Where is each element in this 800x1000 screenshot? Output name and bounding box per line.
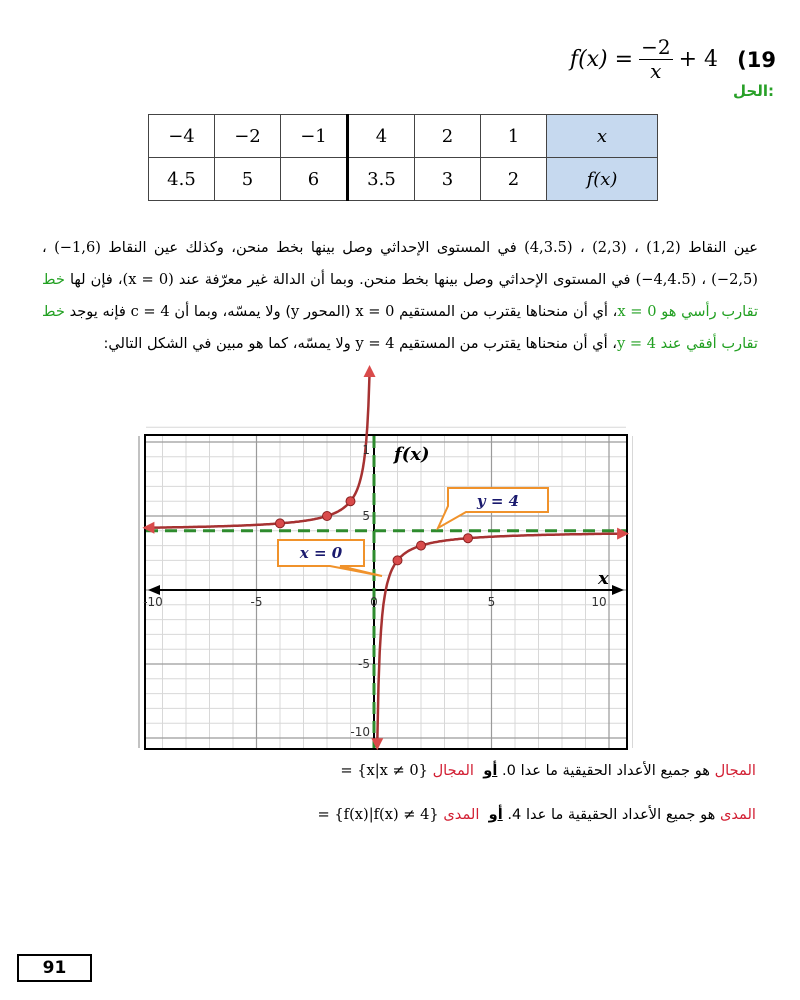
plotted-point bbox=[393, 556, 402, 565]
table-row-fx bbox=[149, 158, 658, 201]
y-tick-label: 1 bbox=[362, 443, 370, 457]
y-axis-label: f(x) bbox=[394, 444, 430, 465]
page-number: 91 bbox=[17, 954, 92, 982]
plotted-point bbox=[346, 497, 355, 506]
domain-set-notation: = {x|x ≠ 0} bbox=[340, 762, 428, 779]
x-tick-label: 0 bbox=[370, 595, 378, 609]
point-label: (4,3.5) bbox=[524, 238, 573, 256]
point-label: (1,2) bbox=[646, 238, 681, 256]
table-cell: 4.5 bbox=[149, 158, 215, 201]
curve-left-branch bbox=[148, 375, 369, 528]
plotted-point bbox=[276, 519, 285, 528]
x-tick-label: 5 bbox=[487, 595, 496, 609]
x-tick-label: 10 bbox=[591, 595, 607, 609]
table-cell: 5 bbox=[215, 158, 281, 201]
point-label: (−2,5) bbox=[711, 270, 758, 288]
explanation-paragraph: عين النقاط (1,2) ، (2,3) ، (4,3.5) في المستوى الإحداثي وصل بينها بخط منحن، وكذلك عين النقاط (−1,6) ، (−2,5) ، (−4,4.5) في المستوى الإحداثي وصل بينها بخط منحن. وبما أن الدالة غير معرّفة عند (x = 0)، فإن لها خط تقارب رأسي هو x = 0، أي أن منحناها يقترب من المستقيم x = 0 (المحور y) ولا يمسّه، وبما أن c = 4 فإنه يوجد خط تقارب أفقي عند y = 4، أي أن منحناها يقترب من المستقيم y = 4 ولا يمسّه، كما هو مبين في الشكل التالي: bbox=[42, 238, 759, 352]
table-cell: −2 bbox=[215, 115, 281, 158]
formula-fraction bbox=[639, 36, 672, 82]
vertical-asymptote-term: خط تقارب رأسي هو x = 0 bbox=[42, 270, 759, 320]
range-word: المدى bbox=[719, 806, 756, 823]
formula-rhs: + 4 bbox=[678, 46, 718, 72]
problem-header bbox=[356, 36, 776, 86]
y-tick-label: -5 bbox=[358, 657, 370, 671]
table-cell: −1 bbox=[281, 115, 348, 158]
problem-number: (19 bbox=[737, 48, 776, 72]
horizontal-asymptote-label: y = 4 bbox=[476, 492, 520, 510]
table-cell: 3.5 bbox=[348, 158, 415, 201]
graph-svg bbox=[143, 436, 626, 748]
curve-arrow-top bbox=[364, 365, 376, 377]
or-word: أو bbox=[483, 762, 498, 779]
point-label: (−4,4.5) bbox=[635, 270, 697, 288]
range-statement: المدى هو جميع الأعداد الحقيقية ما عدا 4. أو المدى = {f(x)|f(x) ≠ 4} bbox=[317, 806, 756, 823]
plotted-point bbox=[323, 512, 332, 521]
x-axis-label: x bbox=[598, 568, 609, 589]
plotted-point bbox=[417, 541, 426, 550]
solution-label: الحل: bbox=[733, 82, 774, 100]
table-row-x bbox=[149, 115, 658, 158]
range-set-notation: = {f(x)|f(x) ≠ 4} bbox=[317, 806, 439, 823]
table-cell: −4 bbox=[149, 115, 215, 158]
value-table bbox=[148, 114, 658, 201]
table-header-x: x bbox=[547, 115, 658, 158]
function-graph bbox=[144, 434, 628, 750]
plotted-point bbox=[464, 534, 473, 543]
horizontal-asymptote-term: خط تقارب أفقي عند y = 4 bbox=[42, 302, 758, 352]
or-word: أو bbox=[488, 806, 503, 823]
formula-denominator: x bbox=[650, 59, 662, 83]
table-cell: 4 bbox=[348, 115, 415, 158]
x-axis-arrow-left bbox=[148, 585, 160, 595]
curve-right-branch bbox=[377, 534, 623, 743]
point-label: (2,3) bbox=[592, 238, 627, 256]
formula-numerator: −2 bbox=[641, 35, 671, 59]
domain-statement: المجال هو جميع الأعداد الحقيقية ما عدا 0. أو المجال = {x|x ≠ 0} bbox=[340, 762, 756, 779]
y-tick-label: 5 bbox=[362, 509, 370, 523]
formula-lhs: f(x) = bbox=[569, 46, 634, 72]
x-axis-arrow-right bbox=[612, 585, 624, 595]
vertical-asymptote-label: x = 0 bbox=[299, 544, 343, 562]
table-cell: 1 bbox=[481, 115, 547, 158]
table-cell: 6 bbox=[281, 158, 348, 201]
table-header-fx: f(x) bbox=[547, 158, 658, 201]
function-formula bbox=[570, 36, 718, 82]
point-label: (−1,6) bbox=[54, 238, 101, 256]
table-cell: 3 bbox=[415, 158, 481, 201]
horizontal-asymptote-callout bbox=[438, 488, 548, 528]
x-tick-label: -5 bbox=[250, 595, 263, 609]
y-tick-label: -10 bbox=[350, 725, 370, 739]
table-cell: 2 bbox=[415, 115, 481, 158]
table-cell: 2 bbox=[481, 158, 547, 201]
x-tick-label: -10 bbox=[143, 595, 163, 609]
domain-word: المجال bbox=[714, 762, 756, 779]
